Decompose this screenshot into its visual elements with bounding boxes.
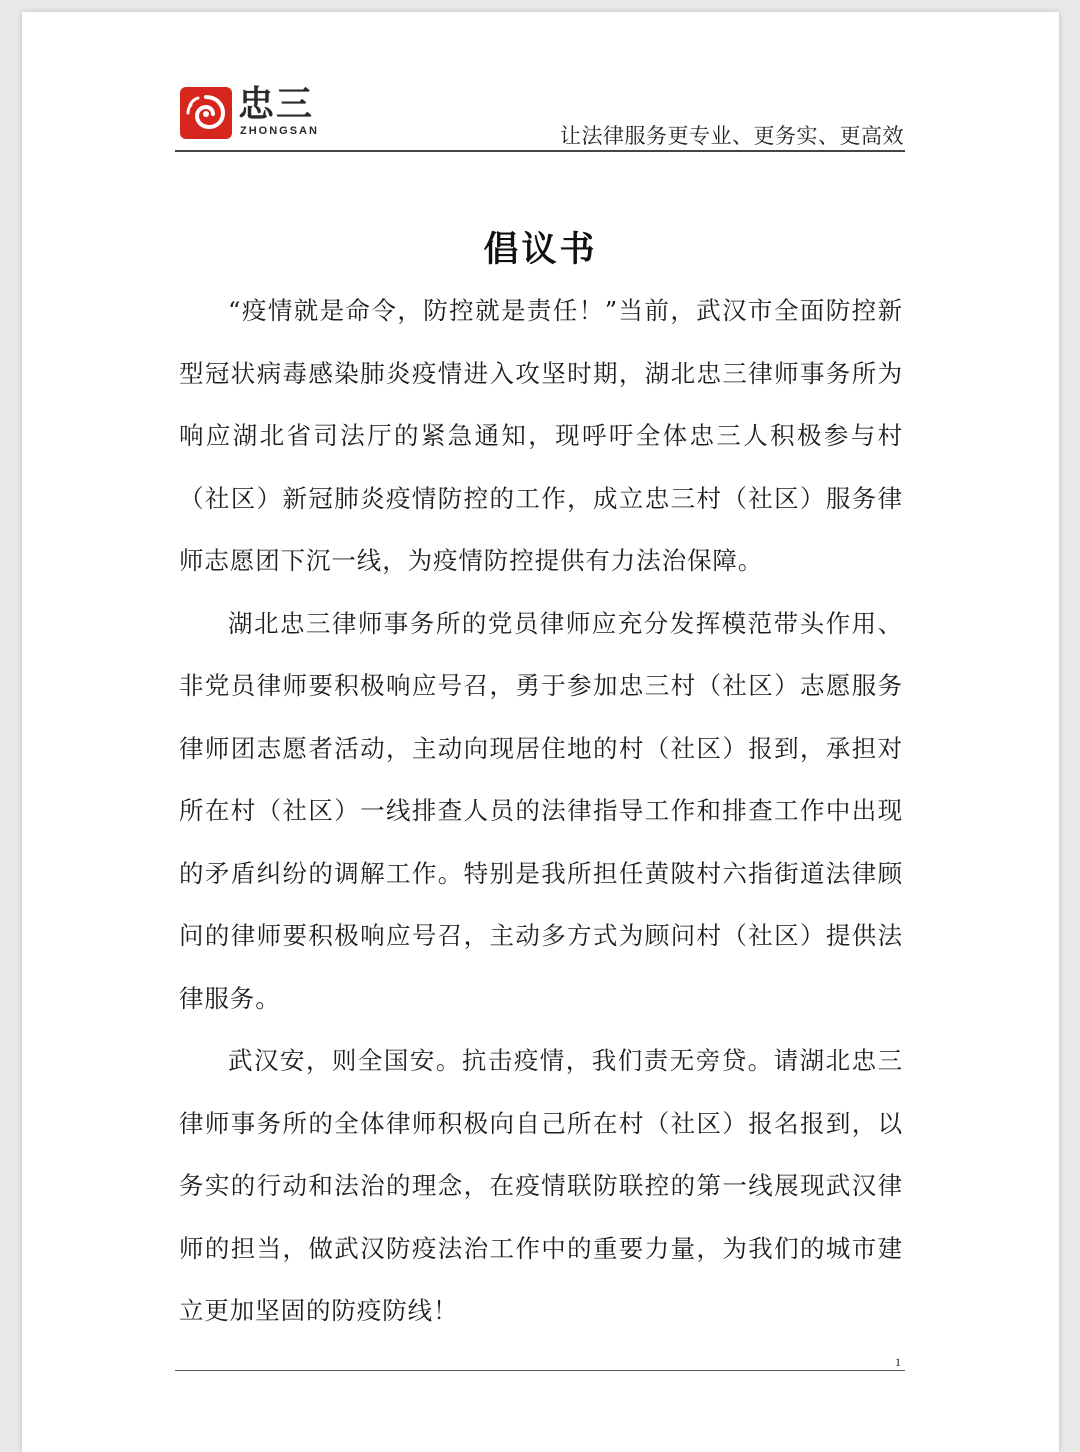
document-title: 倡议书 [483, 230, 598, 270]
zhongsan-swirl-logo-icon [180, 87, 232, 139]
brand-name-en: ZHONGSAN [240, 125, 319, 137]
header-slogan: 让法律服务更专业、更务实、更高效 [560, 124, 904, 148]
page-number: 1 [895, 1355, 901, 1369]
document-body [179, 280, 903, 1343]
paragraph: “疫情就是命令，防控就是责任！”当前，武汉市全面防控新型冠状病毒感染肺炎疫情进入攻坚时期，湖北忠三律师事务所为响应湖北省司法厅的紧急通知，现呼吁全体忠三人积极参与村（社区）新冠肺炎疫情防控的工作，成立忠三村（社区）服务律师志愿团下沉一线，为疫情防控提供有力法治保障。 [179, 296, 903, 575]
document-page [22, 12, 1059, 1452]
brand-name-cn: 忠三 [238, 83, 315, 125]
paragraph: 湖北忠三律师事务所的党员律师应充分发挥模范带头作用、非党员律师要积极响应号召，勇于参加忠三村（社区）志愿服务律师团志愿者活动，主动向现居住地的村（社区）报到，承担对所在村（社区）一线排查人员的法律指导工作和排查工作中出现的矛盾纠纷的调解工作。特别是我所担任黄陂村六指街道法律顾问的律师要积极响应号召，主动多方式为顾问村（社区）提供法律服务。 [179, 608, 903, 1013]
footer-divider [175, 1370, 905, 1371]
header-divider [175, 150, 905, 152]
paragraph: 武汉安，则全国安。抗击疫情，我们责无旁贷。请湖北忠三律师事务所的全体律师积极向自己所在村（社区）报名报到，以务实的行动和法治的理念，在疫情联防联控的第一线展现武汉律师的担当，做武汉防疫法治工作中的重要力量，为我们的城市建立更加坚固的防疫防线！ [179, 1046, 903, 1325]
